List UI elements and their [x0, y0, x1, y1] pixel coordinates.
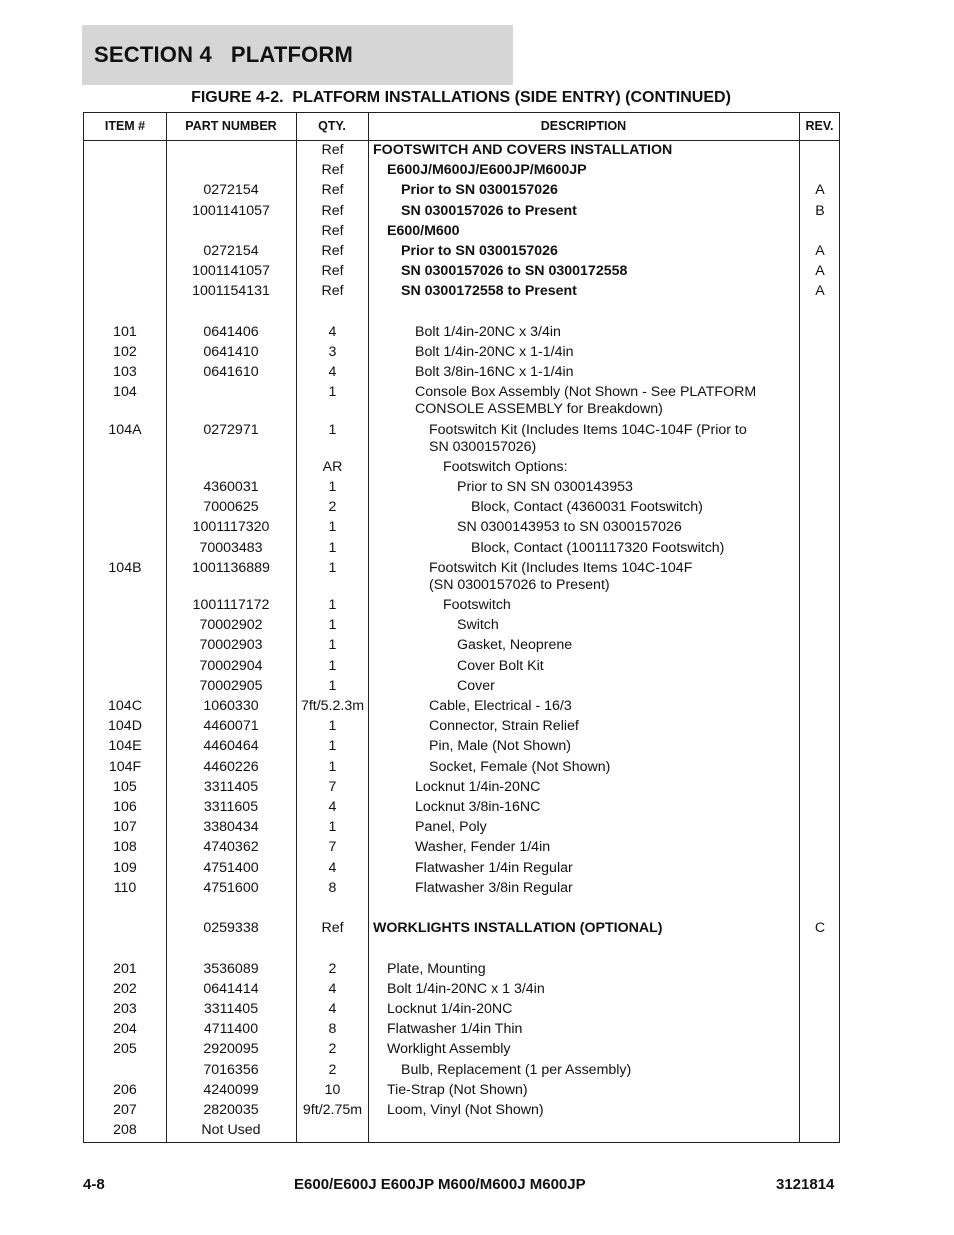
description — [369, 479, 887, 496]
item-number: 107 — [113, 819, 137, 836]
quantity: 1 — [328, 738, 337, 755]
part-number: 1060330 — [203, 698, 259, 714]
quantity: Ref — [321, 283, 344, 300]
description-line: Prior to SN SN 0300143953 — [457, 479, 633, 495]
description — [369, 519, 887, 536]
quantity: 10 — [324, 1081, 341, 1098]
part-number: 4711400 — [203, 1021, 259, 1038]
item-number: 104E — [108, 738, 142, 755]
quantity: 2 — [328, 960, 337, 977]
description-line: Switch — [457, 617, 499, 634]
page-number: 4-8 — [83, 1176, 105, 1193]
figure-title: FIGURE 4-2. PLATFORM INSTALLATIONS (SIDE ENTRY) (CONTINUED) — [191, 89, 731, 106]
document-number: 3121814 — [776, 1176, 835, 1193]
item-number: 201 — [113, 960, 137, 977]
part-number: 1001117320 — [192, 519, 270, 536]
description — [369, 243, 831, 260]
description — [369, 1102, 817, 1119]
description-line: FOOTSWITCH AND COVERS INSTALLATION — [373, 142, 673, 158]
part-number: Not Used — [201, 1122, 261, 1139]
part-number: 3311405 — [203, 1001, 259, 1017]
description — [369, 658, 887, 675]
description — [369, 759, 859, 776]
quantity: 1 — [328, 617, 337, 634]
description — [369, 1001, 817, 1018]
item-number: 101 — [113, 323, 137, 340]
description-line: Flatwasher 3/8in Regular — [415, 879, 573, 896]
quantity: 1 — [328, 539, 337, 556]
item-number: 202 — [113, 980, 137, 997]
item-number: 106 — [113, 799, 137, 815]
description — [369, 344, 845, 361]
section-title: SECTION 4 PLATFORM — [94, 42, 354, 67]
description — [369, 880, 845, 897]
part-number: 70002903 — [199, 637, 263, 654]
quantity: 1 — [328, 384, 337, 401]
part-number: 1001141057 — [192, 263, 270, 280]
revision: B — [815, 202, 825, 219]
description — [369, 738, 859, 755]
item-number: 104C — [108, 698, 142, 714]
quantity: AR — [322, 458, 343, 475]
item-number: 208 — [113, 1122, 137, 1139]
quantity: 7 — [328, 778, 337, 795]
item-number: 204 — [113, 1021, 137, 1038]
item-number: 103 — [113, 364, 137, 381]
description — [369, 597, 873, 614]
part-number: 1001141057 — [192, 202, 270, 219]
item-number: 102 — [113, 344, 137, 360]
description-line: Bolt 1/4in-20NC x 1-1/4in — [415, 344, 574, 360]
description-line: Block, Contact (1001117320 Footswitch) — [471, 539, 725, 556]
quantity: 4 — [328, 364, 337, 381]
description-line: Cover Bolt Kit — [457, 657, 544, 674]
description-line: Footswitch Kit (Includes Items 104C-104F (Prior to — [429, 421, 747, 438]
description — [369, 961, 817, 978]
part-number: 0272971 — [203, 421, 259, 438]
description-line: Flatwasher 1/4in Regular — [415, 859, 573, 876]
item-number: 207 — [113, 1102, 137, 1118]
quantity: 8 — [328, 1021, 337, 1038]
part-number: 4740362 — [203, 839, 259, 856]
description-line: E600J/M600J/E600JP/M600JP — [387, 162, 587, 179]
description — [369, 324, 845, 341]
description-line: Pin, Male (Not Shown) — [429, 738, 571, 755]
description-line: Prior to SN 0300157026 — [401, 182, 558, 199]
description-line: Bulb, Replacement (1 per Assembly) — [401, 1061, 632, 1078]
description — [369, 182, 831, 199]
item-number: 110 — [113, 879, 137, 896]
item-number: 104D — [108, 718, 142, 735]
part-number: 3536089 — [203, 960, 259, 977]
part-number: 1001154131 — [192, 283, 270, 300]
quantity: 2 — [328, 1041, 337, 1058]
description — [369, 698, 859, 715]
description-line: E600/M600 — [387, 222, 460, 239]
description — [369, 718, 859, 735]
part-number: 7016356 — [203, 1061, 259, 1078]
quantity: Ref — [321, 243, 344, 259]
part-number: 7000625 — [203, 499, 259, 516]
part-number: 70002904 — [199, 657, 263, 674]
description-line: Cover — [457, 677, 495, 694]
quantity: 3 — [328, 344, 337, 360]
quantity: 9ft/2.75m — [302, 1102, 363, 1118]
revision: C — [814, 920, 826, 937]
quantity: Ref — [321, 202, 344, 219]
header-divider — [84, 140, 839, 141]
quantity: 1 — [328, 421, 337, 438]
description — [369, 540, 901, 557]
description — [369, 779, 845, 796]
quantity: 2 — [328, 1061, 337, 1078]
quantity: 1 — [328, 559, 337, 576]
description-line: Connector, Strain Relief — [429, 718, 579, 735]
description-line: Bolt 3/8in-16NC x 1-1/4in — [415, 364, 574, 381]
part-number: 1001136889 — [192, 559, 270, 576]
quantity: 4 — [328, 859, 337, 876]
quantity: 2 — [328, 499, 337, 516]
part-number: 0641610 — [203, 364, 259, 381]
header-item: ITEM # — [104, 119, 146, 133]
part-number: 3380434 — [203, 819, 259, 836]
part-number: 0641406 — [203, 323, 259, 340]
description — [369, 1062, 831, 1079]
description — [369, 819, 845, 836]
part-number: 1001117172 — [192, 597, 270, 613]
quantity: 1 — [328, 718, 337, 735]
description — [369, 860, 845, 877]
description-line: Bolt 1/4in-20NC x 1 3/4in — [387, 980, 545, 997]
quantity: 1 — [328, 597, 337, 613]
part-number: 4751400 — [203, 859, 259, 876]
quantity: Ref — [321, 263, 344, 280]
part-number: 70002902 — [199, 617, 263, 634]
header-description: DESCRIPTION — [540, 119, 627, 133]
header-qty: QTY. — [318, 119, 346, 133]
section-banner — [82, 25, 513, 85]
description-line: Worklight Assembly — [387, 1041, 511, 1058]
quantity: 1 — [328, 819, 337, 836]
quantity: Ref — [321, 142, 344, 158]
header-rev: REV. — [805, 119, 834, 133]
description-line: Washer, Fender 1/4in — [415, 839, 551, 856]
description-line: SN 0300157026 to Present — [401, 202, 577, 219]
quantity: Ref — [321, 182, 344, 199]
part-number: 70003483 — [199, 539, 263, 556]
part-number: 0272154 — [203, 243, 259, 259]
part-number: 70002905 — [199, 677, 263, 694]
quantity: 4 — [328, 1001, 337, 1017]
quantity: 1 — [328, 479, 337, 495]
description — [369, 364, 845, 381]
quantity: Ref — [321, 920, 344, 937]
item-number: 206 — [113, 1081, 137, 1098]
item-number: 108 — [113, 839, 137, 856]
quantity: 8 — [328, 879, 337, 896]
description — [369, 920, 803, 937]
description — [369, 1041, 817, 1058]
description — [369, 459, 873, 476]
description — [369, 142, 803, 159]
quantity: 7 — [328, 839, 337, 856]
description — [369, 839, 845, 856]
description — [369, 637, 887, 654]
revision: A — [815, 263, 825, 280]
description-line: SN 0300172558 to Present — [401, 283, 577, 300]
description — [369, 223, 817, 240]
description — [369, 283, 831, 300]
revision: A — [815, 182, 825, 199]
description-line: Cable, Electrical - 16/3 — [429, 698, 572, 714]
part-number: 4751600 — [203, 879, 259, 896]
quantity: 1 — [328, 519, 337, 536]
item-number: 104 — [113, 384, 137, 401]
description-line: Tie-Strap (Not Shown) — [387, 1081, 528, 1098]
description-line: CONSOLE ASSEMBLY for Breakdown) — [415, 401, 663, 418]
description — [369, 1082, 817, 1099]
description-line: Gasket, Neoprene — [457, 637, 573, 654]
item-number: 105 — [113, 778, 137, 795]
description-line: Flatwasher 1/4in Thin — [387, 1021, 523, 1038]
description-line: Footswitch Options: — [443, 458, 568, 475]
part-number: 4360031 — [203, 479, 259, 495]
description-line: Footswitch Kit (Includes Items 104C-104F — [429, 559, 693, 576]
item-number: 203 — [113, 1001, 137, 1017]
description-line: Socket, Female (Not Shown) — [429, 758, 611, 775]
quantity: 1 — [328, 677, 337, 694]
description — [369, 422, 859, 456]
description-line: Locknut 3/8in-16NC — [415, 799, 541, 815]
description-line: SN 0300157026) — [429, 438, 537, 455]
quantity: Ref — [321, 222, 344, 239]
description-line: Console Box Assembly (Not Shown - See PLATFORM — [415, 384, 757, 401]
description-line: Locknut 1/4in-20NC — [387, 1001, 513, 1017]
model-list: E600/E600J E600JP M600/M600J M600JP — [294, 1176, 586, 1193]
description — [369, 617, 887, 634]
part-number: 0272154 — [203, 182, 259, 199]
description — [369, 981, 817, 998]
description — [369, 384, 845, 418]
description — [369, 162, 817, 179]
item-number: 104F — [108, 758, 142, 775]
description — [369, 203, 831, 220]
description — [369, 263, 831, 280]
item-number: 104B — [108, 559, 142, 576]
quantity: 4 — [328, 323, 337, 340]
quantity: Ref — [321, 162, 344, 179]
description-line: Locknut 1/4in-20NC — [415, 778, 541, 795]
part-number: 4460071 — [203, 718, 259, 735]
item-number: 205 — [113, 1041, 137, 1058]
description-line: Loom, Vinyl (Not Shown) — [387, 1102, 544, 1118]
revision: A — [815, 283, 825, 300]
header-part-number: PART NUMBER — [185, 119, 277, 133]
part-number: 0259338 — [203, 920, 259, 937]
part-number: 0641410 — [203, 344, 259, 360]
description — [369, 499, 901, 516]
part-number: 4460464 — [203, 738, 259, 755]
parts-table — [83, 112, 840, 1143]
description-line: Block, Contact (4360031 Footswitch) — [471, 499, 703, 516]
quantity: 7ft/5.2.3m — [300, 698, 365, 714]
part-number: 0641414 — [203, 980, 259, 997]
part-number: 4240099 — [203, 1081, 259, 1098]
description-line: WORKLIGHTS INSTALLATION (OPTIONAL) — [373, 920, 663, 937]
description-line: Footswitch — [443, 597, 511, 613]
part-number: 2820035 — [203, 1102, 259, 1118]
description-line: Bolt 1/4in-20NC x 3/4in — [415, 323, 561, 340]
description — [369, 560, 859, 594]
description — [369, 678, 887, 695]
item-number: 109 — [113, 859, 137, 876]
part-number: 2920095 — [203, 1041, 259, 1058]
item-number: 104A — [108, 421, 142, 438]
revision: A — [815, 243, 825, 259]
description-line: Prior to SN 0300157026 — [401, 243, 558, 259]
quantity: 4 — [328, 980, 337, 997]
description-line: SN 0300157026 to SN 0300172558 — [401, 263, 628, 280]
part-number: 4460226 — [203, 758, 259, 775]
description-line: Panel, Poly — [415, 819, 487, 836]
quantity: 1 — [328, 657, 337, 674]
quantity: 1 — [328, 637, 337, 654]
description — [369, 799, 845, 816]
description-line: SN 0300143953 to SN 0300157026 — [457, 519, 682, 536]
part-number: 3311405 — [203, 778, 259, 795]
description-line: (SN 0300157026 to Present) — [429, 576, 610, 593]
description-line: Plate, Mounting — [387, 960, 486, 977]
quantity: 1 — [328, 758, 337, 775]
part-number: 3311605 — [203, 799, 259, 815]
description — [369, 1021, 817, 1038]
quantity: 4 — [328, 799, 337, 815]
